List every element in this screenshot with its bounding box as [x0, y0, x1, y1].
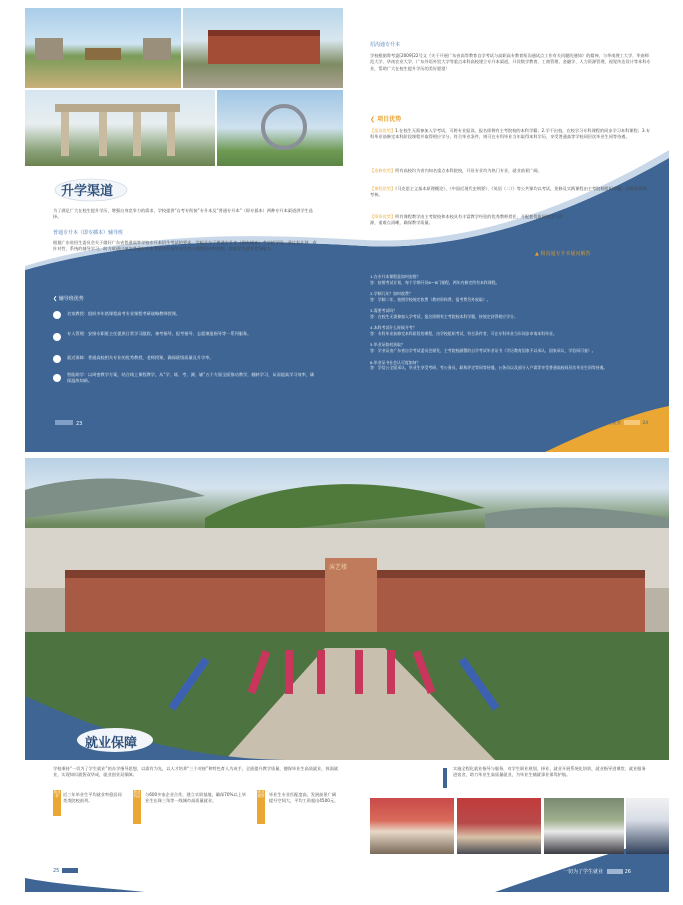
item3-tag: 就业薪资	[257, 790, 265, 824]
faq-list: 1.在专升本课程是如何安排？ 答：按照考试计划，每个学期开设6～8门课程，两年内修完所有本科课程。 2.学制几年？如何收费？ 答：学制二年，按照学校规定收费（教材资料费、报考费另外收取）。 3.需要考试吗？ 答：在校生无需参加入学考试，报名即拥有主考院校本科学籍，按规定获得相应学分。 4.本科考试什么时候开考？ 答：专科毕业前修完本科阶段的课程，由学校组织考试，符合条件者，可在专科毕业当年同步申请本科毕业。 5.毕业证如何获取？ 答：学业证由广东省自学考试委员会颁发，主考院校副署的自学考试毕业证书（学历教育国家予以承认，国家承认，学信网可查）。 6.毕业证书社会认可度如何？ 答：学信公全面承认，毕业生享受考研、考公务员、职称评定等同等待遇，公务员以及部分入户需等享受普通高校同层次毕业生同等待遇。	[370, 274, 608, 371]
ceremony-photo	[457, 798, 541, 854]
advantage-3	[370, 186, 653, 199]
job-fair-photo	[370, 798, 454, 854]
footer-slogan: 一切为了学生就业	[585, 421, 621, 426]
advantage-title: 项目优势	[377, 116, 402, 123]
section-title: 就业保障	[85, 736, 138, 751]
page-right-label: 26	[624, 869, 631, 875]
intro-paragraph: 学校根据粤考委[2009]22号文《关于开展广东省高等教育自学考试与高职高专教育衔沟通试点工作有关问题的通知》的精神，与华南理工大学、华南师范大学、华南农业大学、广东外语外贸大学等重点本科高校建立专升本渠道，开设数学教育、工商管理、金融学、人力资源管理、视觉传达设计等本科专业，帮助广大在校生提升学历的美好愿望！	[370, 53, 651, 71]
footer-right	[585, 420, 648, 426]
service-text: 实施全程化就业指导与服务，对学生职业规划、择业、就业开展系统化培训，就业指导进课堂、就业服务进宿舍，助力毕业生高质量就业，为毕业生铺就事业保驾护航。	[453, 766, 646, 778]
item3-text: 毕业生专业匹配度高、发展前景广阔提升空间大，平均工资超出4500元。	[269, 792, 339, 804]
advantage-1-text: 1.在校生无需参加入学考试，可跨专业报读，报名即拥有主考院校的本科学籍；2.学不出校，在校学习专科课程的同步学习本科课程；3.专科毕业前修完本科阶段课程并取得相应学分，符合毕业条件，则可在专科毕业当年取得本科学历，享受普通高等学校同层次毕业生同等待遇。	[370, 128, 651, 140]
advantage-1-tag: 【报读优势】	[370, 128, 396, 133]
bullet-icon	[53, 333, 61, 341]
triangle-icon: ▲	[535, 251, 539, 257]
advantage-2-text: 所有高校均为省内知名重点本科院校，开设专业均为热门专业，就业前景广阔。	[395, 168, 542, 173]
bullet-icon	[53, 311, 61, 319]
faq-title: 相沟通专升本疑问解答	[540, 251, 591, 257]
tutor-item-2: 专人管理：安排专职班主任提供日常学习跟踪，备考指导，报考指导、志愿填报指导等一系列服务。	[67, 331, 252, 336]
pt-body: 根据广东省招生委员会关于做好广东省普通高等学校专升本招生考试的要求，学校开办了普通专升本（即专插本）考前辅导班，通过有计划、有针对性、系统的辅导学习，助力欲通过参加普通专升本考试的在校生成功考入理想的本科院校，提高学生就业竞争能力。	[53, 240, 317, 252]
page-number-left	[53, 868, 78, 874]
item1-text: 近三年毕业生平均就业率稳居同类类院校前列。	[63, 792, 122, 804]
employment-intro: 学校秉持“一切为了学生就业”的办学指导思想，以需有为先，以人才培养“三个对接”和特色育人为成手，全面提升教学质量，德保毕业生高质就业，体面就业，实现知识就智双华成，就业创业双保障。	[53, 766, 339, 778]
advantage-4	[370, 214, 570, 227]
tutoring-title-row	[53, 295, 84, 302]
chevron-icon: ❮	[53, 296, 58, 302]
advantage-2	[370, 168, 653, 174]
advantage-4-tag: 【师资优势】	[370, 214, 396, 219]
campus-gate-photo	[25, 8, 181, 88]
building-sign: 演艺楼	[329, 564, 348, 571]
footer-right	[563, 868, 631, 875]
footer-slogan: 一切为了学生就业	[563, 869, 604, 875]
site-visit-photo	[544, 798, 624, 854]
advantage-4-text: 所有课程教学由主考院校和本校具有丰富教学经验的优秀教师授任，开配套优质网络学习资源，重难点清晰，确保教学质量。	[370, 214, 563, 226]
archway-photo	[25, 90, 215, 166]
advantage-3-tag: 【课程优势】	[370, 186, 396, 191]
pt-title: 普通专升本（即专插本）辅导班	[53, 230, 124, 236]
faq-title-row	[535, 250, 590, 257]
item1-tag: 就业率	[53, 790, 61, 816]
accent-bar	[443, 768, 447, 788]
advantage-1	[370, 128, 653, 141]
bullet-icon	[53, 355, 61, 363]
item2-tag: 就业机会	[133, 790, 141, 824]
advantage-3-text: 《马克思主义基本原理概论》、《中国近现代史纲要》、《英语（二）》等公共课均以考试，免修及实践课程由主考院校组织命题，安排在校统一考核。	[370, 186, 651, 198]
campus-building-photo	[183, 8, 343, 88]
section-title: 升学渠道	[61, 184, 114, 199]
campus-sculpture-photo	[217, 90, 343, 166]
tutor-item-1: 名家教授：组织多年搭课程高考专业课程考研战略教师授课。	[67, 311, 181, 316]
bottom-spread	[25, 458, 669, 892]
right-header: 招沟通专升本	[370, 42, 401, 48]
tutor-item-3: 就近保障：普通高校相关专业的优秀教授，老师授课，确保班级质量及升学率。	[67, 355, 214, 360]
top-spread	[25, 8, 669, 452]
page-left-label: 25	[53, 868, 60, 874]
chevron-icon: ❮	[370, 116, 376, 123]
tutoring-title: 辅导班优势	[58, 296, 84, 302]
page-left-label: 23	[76, 421, 83, 427]
item2-text: 与600多家企业合作，建立实训基地，确保70%以上毕业生在珠三角等一线城市高质量就业。	[145, 792, 247, 804]
advantage-title-row	[370, 114, 401, 123]
page-right-label: 24	[642, 421, 649, 426]
bullet-icon	[53, 374, 61, 382]
advantage-2-tag: 【选修优势】	[370, 168, 396, 173]
section-title-badge	[53, 176, 131, 202]
page-number-left	[55, 420, 82, 427]
channel-intro: 为了满足广大在校生提升学历，增强自身竞争力的需求，学校提供“自考专衔接”专升本及“普通专升本”（即专插本）两种专升本渠道供学生选择。	[53, 208, 313, 220]
signing-photo	[626, 798, 669, 854]
section-title-badge	[75, 726, 155, 754]
tutor-item-4: 智能助学：以周密教学方案，结合线上课程教学，从“学、练、考、测、辅”五个方面全面推动教学，翻转学习，从而提高学习效率，确保温故知新。	[67, 372, 315, 384]
